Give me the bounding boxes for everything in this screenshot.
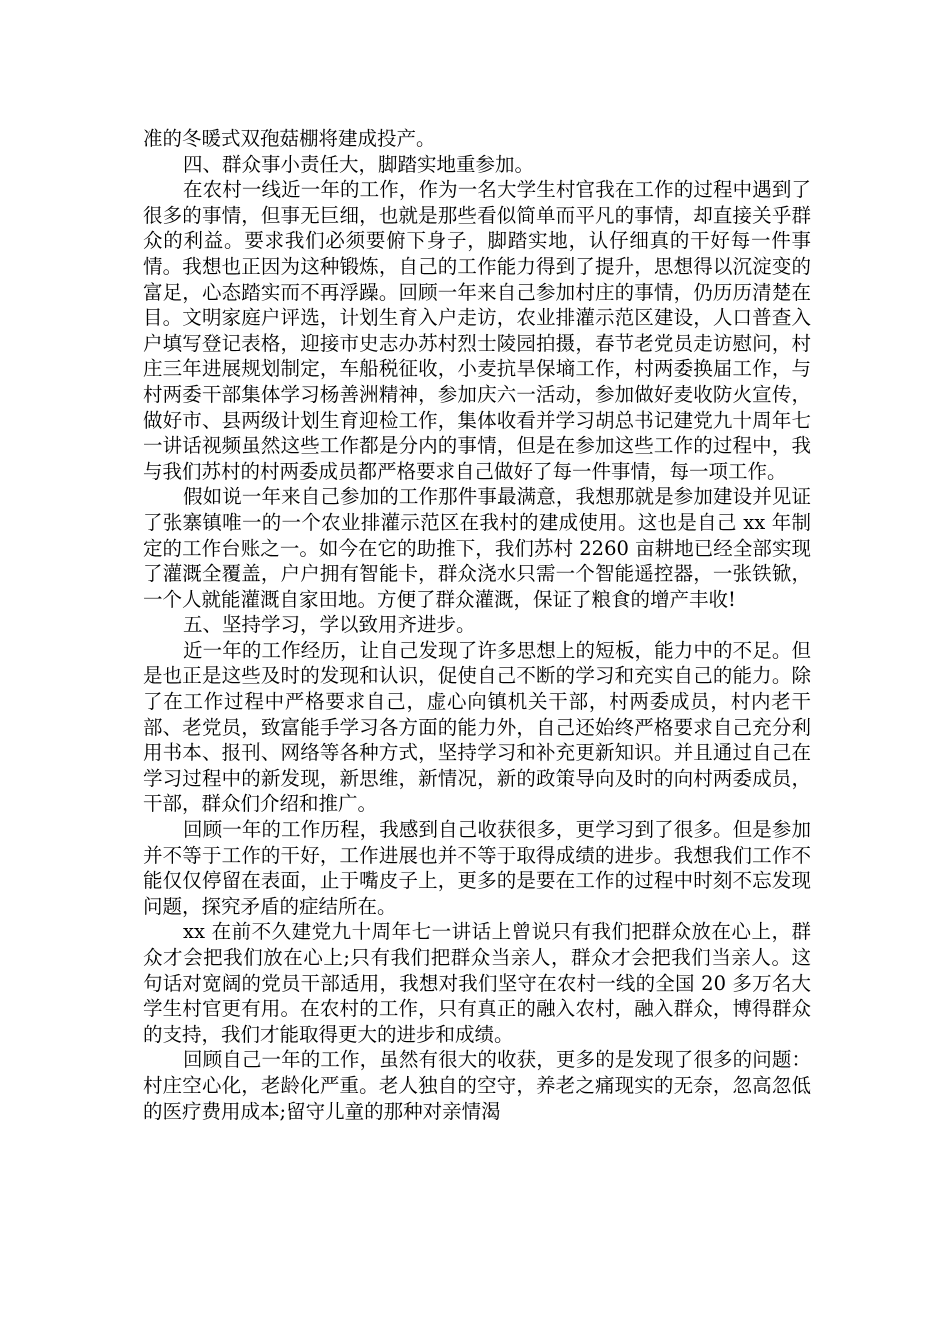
section-heading-4: 四、群众事小责任大，脚踏实地重参加。 (182, 152, 534, 176)
paragraph-1: 准的冬暖式双孢菇棚将建成投产。 (143, 127, 436, 150)
paragraph-4: 假如说一年来自己参加的工作那件事最满意，我想那就是参加建设并见证了张寨镇唯一的一个农业排灌示范区在我村的建成使用。这也是自己 xx 年制定的工作台账之一。如今在它的助推下，我们苏村 2260 亩耕地已经全部实现了灌溉全覆盖，户户拥有智能卡，群众浇水只需一个智能遥控器，一张铁锨，一个人就能灌溉自家田地。方便了群众灌溉，保证了粮食的增产丰收! (143, 485, 811, 611)
paragraph-7: 回顾一年的工作历程，我感到自己收获很多，更学习到了很多。但是参加并不等于工作的干好，工作进展也并不等于取得成绩的进步。我想我们工作不能仅仅停留在表面，止于嘴皮子上，更多的是要在工作的过程中时刻不忘发现问题，探究矛盾的症结所在。 (143, 818, 811, 918)
paragraph-6: 近一年的工作经历，让自己发现了许多思想上的短板，能力中的不足。但是也正是这些及时的发现和认识，促使自己不断的学习和充实自己的能力。除了在工作过程中严格要求自己，虚心向镇机关干部，村两委成员，村内老干部、老党员，致富能手学习各方面的能力外，自己还始终严格要求自己充分利用书本、报刊、网络等各种方式，坚持学习和补充更新知识。并且通过自己在学习过程中的新发现，新思维，新情况，新的政策导向及时的向村两委成员，干部，群众们介绍和推广。 (143, 638, 811, 816)
document-body (143, 126, 811, 1124)
section-heading-5: 五、坚持学习，学以致用齐进步。 (182, 613, 476, 637)
paragraph-3: 在农村一线近一年的工作，作为一名大学生村官我在工作的过程中遇到了很多的事情，但事无巨细，也就是那些看似简单而平凡的事情，却直接关乎群众的利益。要求我们必须要俯下身子，脚踏实地，认仔细真的干好每一件事情。我想也正因为这种锻炼，自己的工作能力得到了提升，思想得以沉淀变的富足，心态踏实而不再浮躁。回顾一年来自己参加村庄的事情，仍历历清楚在目。文明家庭户评选，计划生育入户走访，农业排灌示范区建设，人口普查入户填写登记表格，迎接市史志办苏村烈士陵园拍摄，春节老党员走访慰问，村庄三年进展规划制定，车船税征收，小麦抗旱保墒工作，村两委换届工作，与村两委干部集体学习杨善洲精神，参加庆六一活动，参加做好麦收防火宣传，做好市、县两级计划生育迎检工作，集体收看并学习胡总书记建党九十周年七一讲话视频虽然这些工作都是分内的事情，但是在参加这些工作的过程中，我与我们苏村的村两委成员都严格要求自己做好了每一件事情，每一项工作。 (143, 178, 811, 483)
paragraph-9: 回顾自己一年的工作，虽然有很大的收获，更多的是发现了很多的问题：村庄空心化，老龄化严重。老人独自的空守，养老之痛现实的无奈，忽高忽低的医疗费用成本;留守儿童的那种对亲情渴 (143, 1048, 811, 1123)
paragraph-8: xx 在前不久建党九十周年七一讲话上曾说只有我们把群众放在心上，群众才会把我们放在心上;只有我们把群众当亲人，群众才会把我们当亲人。这句话对宽阔的党员干部适用，我想对我们坚守在农村一线的全国 20 多万名大学生村官更有用。在农村的工作，只有真正的融入农村，融入群众，博得群众的支持，我们才能取得更大的进步和成绩。 (143, 920, 811, 1046)
